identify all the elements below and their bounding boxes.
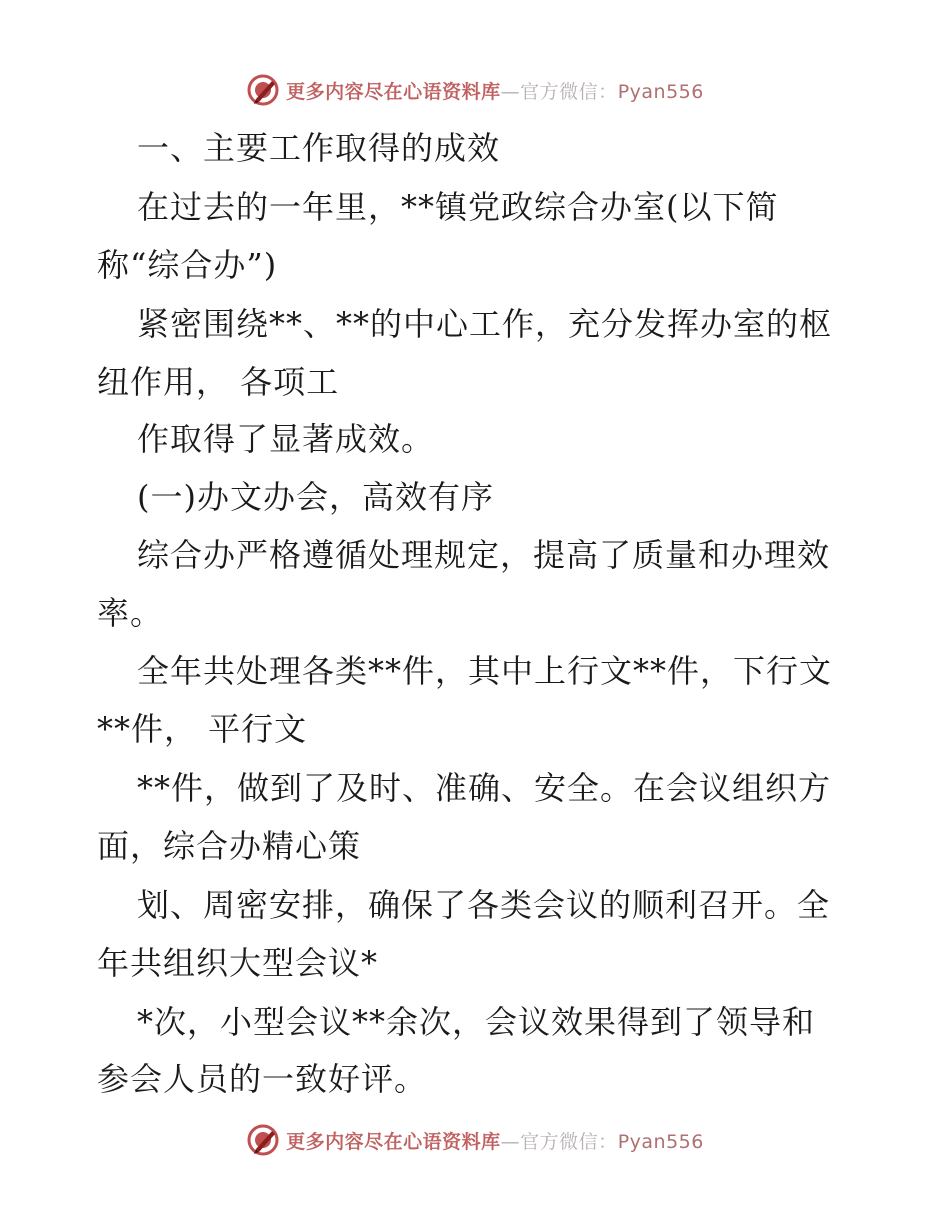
paragraph-line: 参会人员的一致好评。 [97,1060,428,1098]
paragraph-line: 全年共处理各类**件，其中上行文**件，下行文 [137,652,833,690]
paragraph-line: 率。 [97,594,164,632]
paragraph-line: 作取得了显著成效。 [137,420,435,458]
paragraph-line: 年共组织大型会议* [97,944,379,982]
pen-logo-icon [246,1123,280,1157]
paragraph-line: **件，做到了及时、准确、安全。在会议组织方 [137,769,832,807]
watermark-text: 更多内容尽在心语资料库—官方微信：Pyan556 [286,80,704,103]
section-heading: 一、主要工作取得的成效 [137,129,501,167]
watermark-footer [0,1120,950,1160]
paragraph-line: 在过去的一年里，**镇党政综合办室(以下简 [137,188,779,226]
paragraph-line: 称“综合办”) [97,246,278,284]
paragraph-line: 面，综合办精心策 [97,827,362,865]
watermark-text: 更多内容尽在心语资料库—官方微信：Pyan556 [286,1130,704,1153]
pen-logo-icon [246,73,280,107]
paragraph-line: 纽作用， 各项工 [97,363,340,401]
subsection-heading: (一)办文办会，高效有序 [137,478,494,516]
paragraph-line: 划、周密安排，确保了各类会议的顺利召开。全 [137,886,831,924]
paragraph-line: **件， 平行文 [97,710,308,748]
paragraph-line: *次，小型会议**余次，会议效果得到了领导和 [137,1003,816,1041]
paragraph-line: 综合办严格遵循处理规定，提高了质量和办理效 [137,536,831,574]
paragraph-line: 紧密围绕**、**的中心工作，充分发挥办室的枢 [137,305,833,343]
watermark-header [0,70,950,110]
